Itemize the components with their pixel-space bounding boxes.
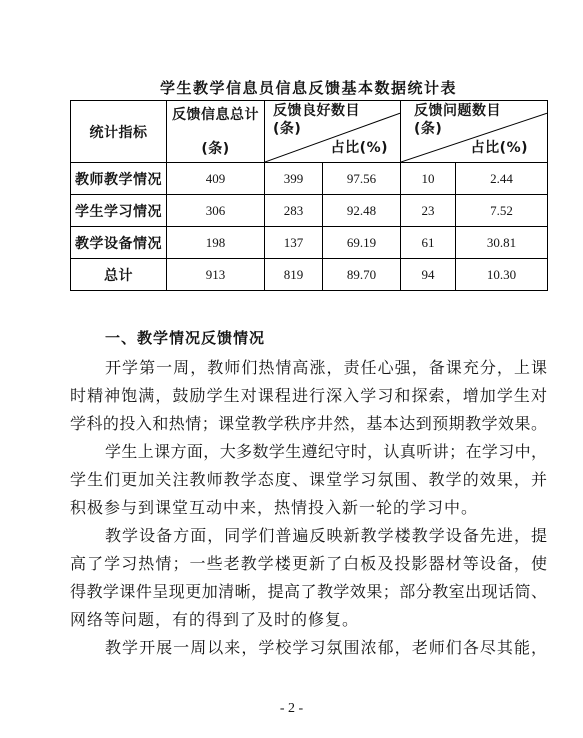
header-problem-count-label (414, 102, 501, 138)
paragraph-line: 学科的投入和热情；课堂教学秩序井然，基本达到预期教学效果。 (70, 414, 547, 433)
section-heading: 一、教学情况反馈情况 (105, 329, 266, 347)
cell-good-ratio: 89.70 (323, 259, 401, 291)
header-problem-feedback (401, 101, 548, 163)
cell-good-count: 283 (265, 195, 323, 227)
paragraph-line: 开学第一周，教师们热情高涨，责任心强，备课充分，上课 (105, 358, 547, 377)
paragraph-line: 积极参与到课堂互动中来，热情投入新一轮的学习中。 (70, 498, 479, 517)
header-total-unit: (条) (201, 141, 230, 157)
cell-problem-ratio: 2.44 (456, 163, 548, 195)
cell-problem-count: 23 (401, 195, 456, 227)
table-header-row (71, 101, 548, 163)
cell-good-count: 399 (265, 163, 323, 195)
header-total-label: 反馈信息总计 (172, 107, 259, 123)
cell-problem-count: 10 (401, 163, 456, 195)
row-label: 教学设备情况 (71, 227, 167, 259)
cell-problem-count: 61 (401, 227, 456, 259)
paragraph-line: 时精神饱满，鼓励学生对课程进行深入学习和探索，增加学生对 (70, 386, 547, 405)
cell-problem-ratio: 30.81 (456, 227, 548, 259)
table-row-total (71, 259, 548, 291)
header-problem-unit: (条) (414, 121, 443, 137)
paragraph-line: 教学设备方面，同学们普遍反映新教学楼教学设备先进，提 (105, 526, 547, 545)
paragraph (70, 354, 547, 438)
header-problem-label: 反馈问题数目 (414, 103, 501, 119)
paragraph (70, 522, 547, 634)
body-text (70, 354, 547, 662)
cell-problem-ratio: 10.30 (456, 259, 548, 291)
row-label: 教师教学情况 (71, 163, 167, 195)
header-good-feedback (265, 101, 401, 163)
header-good-unit: (条) (273, 121, 302, 137)
row-label: 总计 (71, 259, 167, 291)
table-row (71, 195, 548, 227)
cell-good-ratio: 69.19 (323, 227, 401, 259)
paragraph-line: 学生上课方面，大多数学生遵纪守时，认真听讲；在学习中， (105, 442, 547, 461)
header-good-count-label (273, 102, 360, 138)
paragraph-line: 网络等问题，有的得到了及时的修复。 (70, 610, 360, 629)
cell-good-count: 819 (265, 259, 323, 291)
cell-total: 409 (167, 163, 265, 195)
header-total-feedback (167, 101, 265, 163)
cell-problem-ratio: 7.52 (456, 195, 548, 227)
header-problem-ratio: 占比(%) (470, 140, 528, 156)
paragraph-line: 高了学习热情；一些老教学楼更新了白板及投影器材等设备，使 (70, 554, 547, 573)
page-number: - 2 - (279, 701, 304, 716)
table-row (71, 227, 548, 259)
paragraph (70, 634, 547, 662)
cell-problem-count: 94 (401, 259, 456, 291)
cell-good-ratio: 92.48 (323, 195, 401, 227)
paragraph-line: 学生们更加关注教师教学态度、课堂学习氛围、教学的效果，并 (70, 470, 547, 489)
cell-good-count: 137 (265, 227, 323, 259)
feedback-statistics-table (70, 100, 548, 291)
cell-total: 306 (167, 195, 265, 227)
paragraph-line: 教学开展一周以来，学校学习氛围浓郁，老师们各尽其能， (105, 638, 547, 657)
table-title: 学生教学信息员信息反馈基本数据统计表 (159, 79, 457, 97)
header-good-label: 反馈良好数目 (273, 103, 360, 119)
row-label: 学生学习情况 (71, 195, 167, 227)
table-row (71, 163, 548, 195)
cell-total: 198 (167, 227, 265, 259)
header-good-ratio: 占比(%) (330, 140, 388, 156)
cell-total: 913 (167, 259, 265, 291)
cell-good-ratio: 97.56 (323, 163, 401, 195)
header-indicator: 统计指标 (71, 101, 167, 163)
paragraph (70, 438, 547, 522)
paragraph-line: 得教学课件呈现更加清晰，提高了教学效果；部分教室出现话筒、 (70, 582, 547, 601)
